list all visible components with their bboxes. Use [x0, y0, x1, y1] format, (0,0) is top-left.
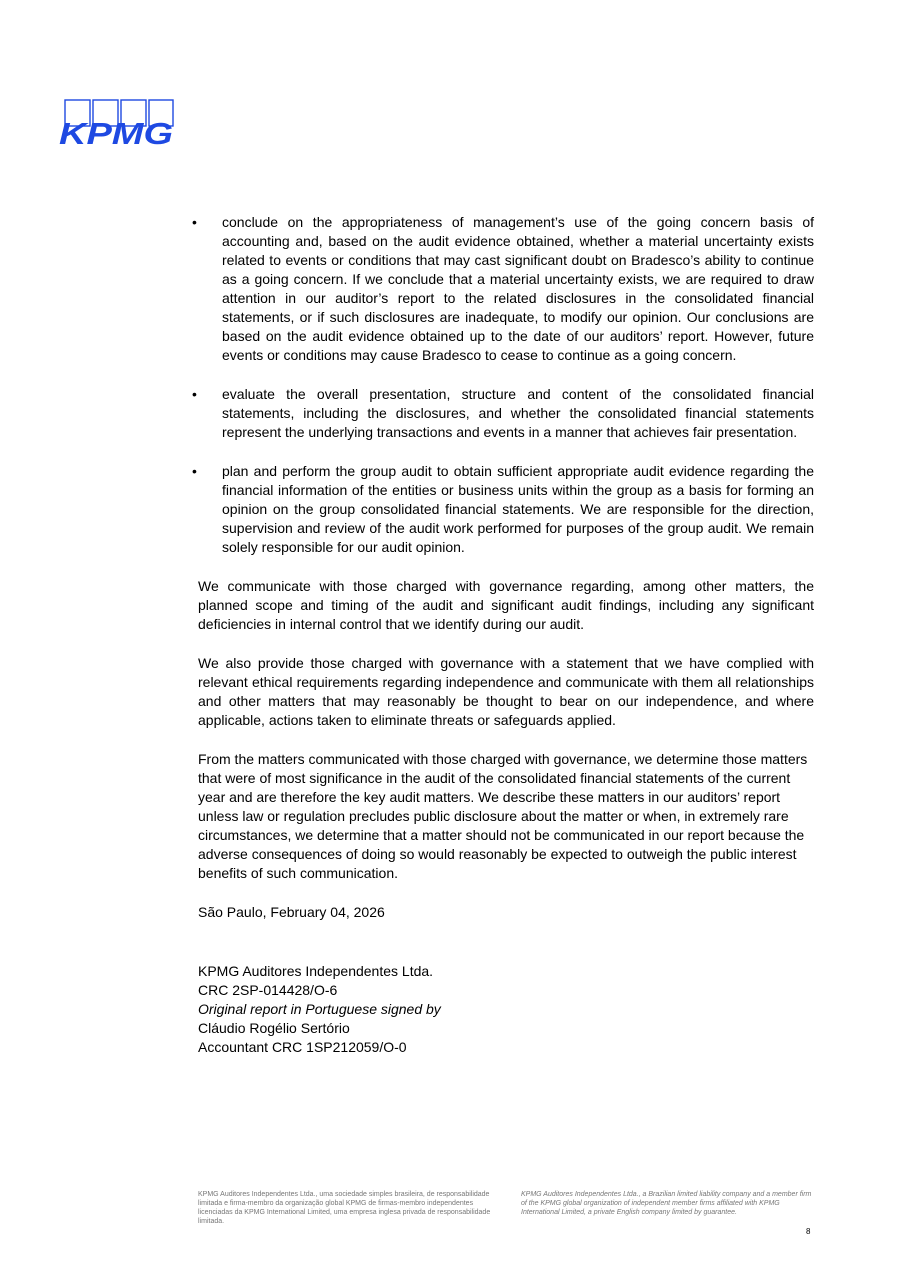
logo-wordmark: KPMG	[59, 116, 173, 147]
responsibility-bullets	[192, 213, 814, 557]
paragraph-governance-communication: We communicate with those charged with governance regarding, among other matters, the planned scope and timing of the audit and significant audit findings, including any significant deficiencies in internal control that we identify during our audit.	[198, 578, 814, 632]
report-body	[192, 213, 814, 1057]
paragraph-independence-statement: We also provide those charged with governance with a statement that we have complied with relevant ethical requirements regarding independence and communicate with them all relationships and other matters that may reasonably be thought to bear on our independence, and where applicable, actions taken to eliminate threats or safeguards applied.	[198, 655, 814, 728]
footer-portuguese: KPMG Auditores Independentes Ltda., uma sociedade simples brasileira, de responsabilidade limitada e firma-membro da organização global KPMG de firmas-membro independentes licenciadas da KPMG International Limited, uma empresa inglesa privada de responsabilidade limitada.	[198, 1191, 491, 1225]
bullet-marker: •	[192, 386, 197, 402]
bullet-item	[192, 213, 814, 365]
signature-note: Original report in Portuguese signed by	[198, 1001, 441, 1017]
bullet-text: plan and perform the group audit to obtain sufficient appropriate audit evidence regarding the financial information of the entities or business units within the group as a basis for forming an opinion on the group consolidated financial statements. We are responsible for the direction, supervision and review of the audit work performed for purposes of the group audit. We remain solely responsible for our audit opinion.	[222, 463, 814, 555]
signature-block	[198, 962, 814, 1057]
place-and-date: São Paulo, February 04, 2026	[198, 904, 385, 920]
page-number: 8	[806, 1227, 811, 1236]
bullet-text: evaluate the overall presentation, structure and content of the consolidated financial statements, including the disclosures, and whether the consolidated financial statements represent the underlying transactions and events in a manner that achieves fair presentation.	[222, 386, 814, 440]
firm-crc: CRC 2SP-014428/O-6	[198, 982, 338, 998]
bullet-marker: •	[192, 463, 197, 479]
firm-name: KPMG Auditores Independentes Ltda.	[198, 963, 434, 979]
bullet-item	[192, 462, 814, 557]
bullet-marker: •	[192, 214, 197, 230]
bullet-text: conclude on the appropriateness of management’s use of the going concern basis of accounting and, based on the audit evidence obtained, whether a material uncertainty exists related to events or conditions that may cast significant doubt on Bradesco’s ability to continue as a going concern. If we conclude that a material uncertainty exists, we are required to draw attention in our auditor’s report to the related disclosures in the consolidated financial statements, or if such disclosures are inadequate, to modify our opinion. Our conclusions are based on the audit evidence obtained up to the date of our auditors’ report. However, future events or conditions may cause Bradesco to cease to continue as a going concern.	[222, 214, 814, 363]
paragraph-key-audit-matters: From the matters communicated with those charged with governance, we determine those matters that were of most significance in the audit of the consolidated financial statements of the current year and are therefore the key audit matters. We describe these matters in our auditors’ report unless law or regulation precludes public disclosure about the matter or when, in extremely rare circumstances, we determine that a matter should not be communicated in our report because the adverse consequences of doing so would reasonably be expected to outweigh the public interest benefits of such communication.	[198, 751, 808, 881]
bullet-item	[192, 385, 814, 442]
signer-crc: Accountant CRC 1SP212059/O-0	[198, 1039, 407, 1055]
footer-english: KPMG Auditores Independentes Ltda., a Brazilian limited liability company and a member firm of the KPMG global organization of independent member firms affiliated with KPMG International Limited, a private English company limited by guarantee.	[521, 1191, 812, 1216]
kpmg-logo	[57, 99, 175, 147]
signer-name: Cláudio Rogélio Sertório	[198, 1020, 350, 1036]
